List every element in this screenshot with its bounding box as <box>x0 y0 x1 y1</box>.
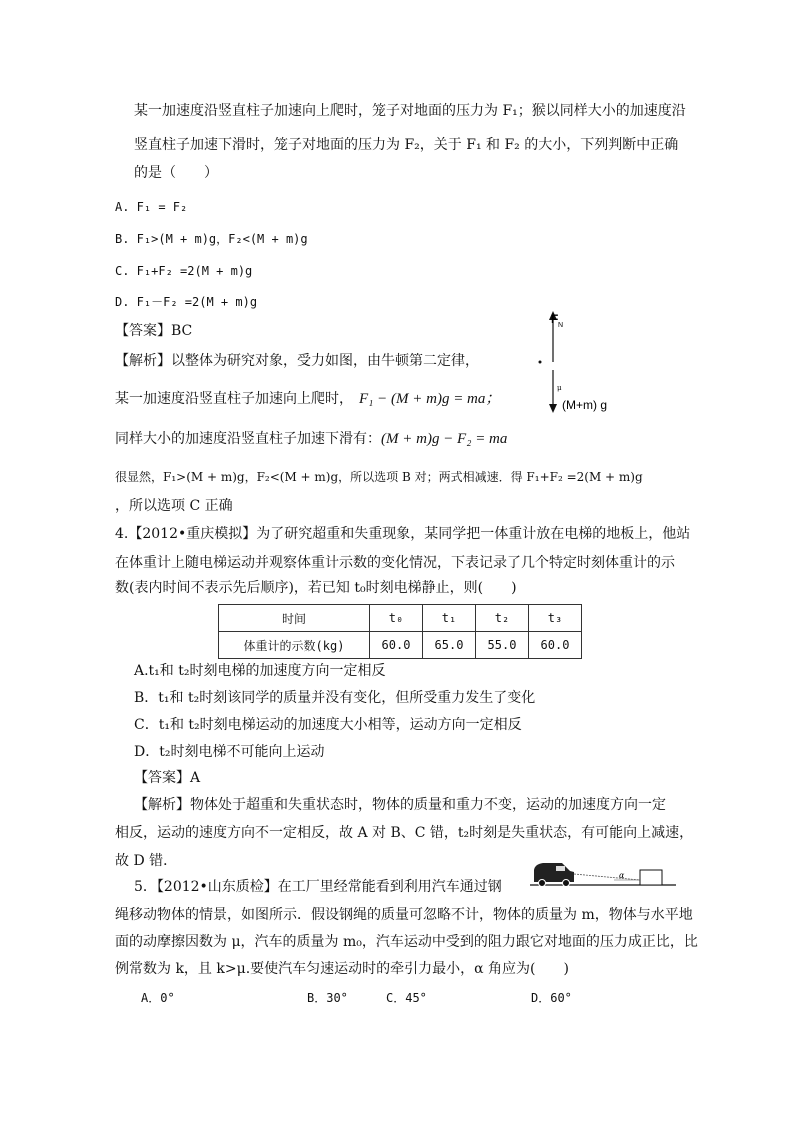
force-label-n: F <box>551 312 559 326</box>
q4-stem-line-3: 数(表内时间不表示先后顺序)，若已知 t₀时刻电梯静止，则( ) <box>115 580 517 596</box>
weight-label: (M+m) g <box>562 398 607 412</box>
table-cell-reading: 60.0 <box>370 632 423 659</box>
q3-answer: 【答案】BC <box>115 323 193 339</box>
q3-option-b: B. F₁>(M + m)g，F₂<(M + m)g <box>115 232 308 246</box>
q4-analysis-line-2: 相反，运动的速度方向不一定相反，故 A 对 B、C 错，t₂时刻是失重状态，有可能向上减速， <box>115 825 694 841</box>
q3-analysis-line-3-text: 同样大小的加速度沿竖直柱子加速下滑有： <box>115 431 381 447</box>
table-cell-reading: 65.0 <box>423 632 476 659</box>
q4-option-a: A.t₁和 t₂时刻电梯的加速度方向一定相反 <box>134 663 386 679</box>
q4-option-c: C．t₁和 t₂时刻电梯运动的加速度大小相等，运动方向一定相反 <box>134 717 522 733</box>
q4-analysis-line-1: 【解析】物体处于超重和失重状态时，物体的质量和重力不变，运动的加速度方向一定 <box>134 797 666 813</box>
q4-stem-line-1: 4.【2012•重庆模拟】为了研究超重和失重现象，某同学把一体重计放在电梯的地板上，他站 <box>115 526 691 542</box>
q5-option-c: C．45° <box>386 991 427 1005</box>
q3-option-d: D. F₁－F₂ =2(M + m)g <box>115 295 258 309</box>
q3-analysis-line-2 <box>115 389 500 409</box>
car-window <box>556 866 565 871</box>
q3-option-c: C. F₁+F₂ =2(M + m)g <box>115 264 253 278</box>
q3-equation-up: F₁ − (M + m)g = ma； <box>359 391 501 407</box>
q3-force-diagram <box>535 308 645 418</box>
q3-option-a: A. F₁ = F₂ <box>115 200 188 214</box>
table-row <box>219 632 582 659</box>
table-cell-time: t₀ <box>370 605 423 632</box>
force-label-n-sub: N <box>558 322 564 329</box>
q5-stem-line-1: 5．【2012•山东质检】在工厂里经常能看到利用汽车通过钢 <box>134 879 502 895</box>
q3-stem-line-3: 的是（ ） <box>134 165 218 181</box>
q3-analysis-line-5: ，所以选项 C 正确 <box>115 498 233 514</box>
q5-option-b: B．30° <box>307 991 348 1005</box>
q3-analysis-line-1: 【解析】以整体为研究对象，受力如图，由牛顿第二定律， <box>115 353 479 369</box>
q3-stem-line-1: 某一加速度沿竖直柱子加速向上爬时，笼子对地面的压力为 F₁；猴以同样大小的加速度沿 <box>134 103 686 119</box>
table-header-time: 时间 <box>219 605 370 632</box>
q3-analysis-line-2-text: 某一加速度沿竖直柱子加速向上爬时， <box>115 391 353 407</box>
table-cell-reading: 60.0 <box>529 632 582 659</box>
car-wheel-rear <box>539 880 546 887</box>
weight-reading-table <box>218 604 582 659</box>
q3-analysis-line-3 <box>115 429 507 449</box>
q4-option-b: B．t₁和 t₂时刻该同学的质量并没有变化，但所受重力发生了变化 <box>134 690 536 706</box>
rope-line <box>574 874 640 880</box>
q5-stem-line-3: 面的动摩擦因数为 μ，汽车的质量为 m₀，汽车运动中受到的阻力跟它对地面的压力成正比，比 <box>115 934 698 950</box>
q4-option-d: D．t₂时刻电梯不可能向上运动 <box>134 744 325 760</box>
q3-stem-line-2: 竖直柱子加速下滑时，笼子对地面的压力为 F₂，关于 F₁ 和 F₂ 的大小，下列判断中正确 <box>134 137 679 153</box>
q5-car-figure <box>528 858 678 892</box>
table-cell-time: t₂ <box>476 605 529 632</box>
q4-answer: 【答案】A <box>134 770 201 786</box>
table-cell-time: t₁ <box>423 605 476 632</box>
q4-stem-line-2: 在体重计上随电梯运动并观察体重计示数的变化情况，下表记录了几个特定时刻体重计的示 <box>115 555 675 571</box>
q3-analysis-line-4: 很显然，F₁>(M + m)g，F₂<(M + m)g，所以选项 B 对；两式相减速．得 F₁+F₂ =2(M + m)g <box>115 470 643 484</box>
q3-equation-down: (M + m)g − F₂ = ma <box>381 431 508 447</box>
mu-label: μ <box>557 384 562 392</box>
q5-option-a: A．0° <box>141 991 175 1005</box>
car-icon <box>534 863 574 882</box>
table-row <box>219 605 582 632</box>
table-cell-time: t₃ <box>529 605 582 632</box>
q5-stem-line-4: 例常数为 k，且 k>μ.要使汽车匀速运动时的牵引力最小，α 角应为( ) <box>115 961 569 977</box>
car-wheel-front <box>563 880 570 887</box>
block-icon <box>640 870 662 885</box>
q5-stem-line-2: 绳移动物体的情景，如图所示．假设钢绳的质量可忽略不计，物体的质量为 m，物体与水平地 <box>115 907 693 923</box>
table-cell-reading: 55.0 <box>476 632 529 659</box>
angle-label: α <box>619 871 625 880</box>
center-dot <box>539 361 542 364</box>
table-header-reading: 体重计的示数(kg) <box>219 632 370 659</box>
q5-option-d: D．60° <box>531 991 572 1005</box>
q4-analysis-line-3: 故 D 错． <box>115 853 178 869</box>
force-arrow-down-head <box>549 404 557 413</box>
